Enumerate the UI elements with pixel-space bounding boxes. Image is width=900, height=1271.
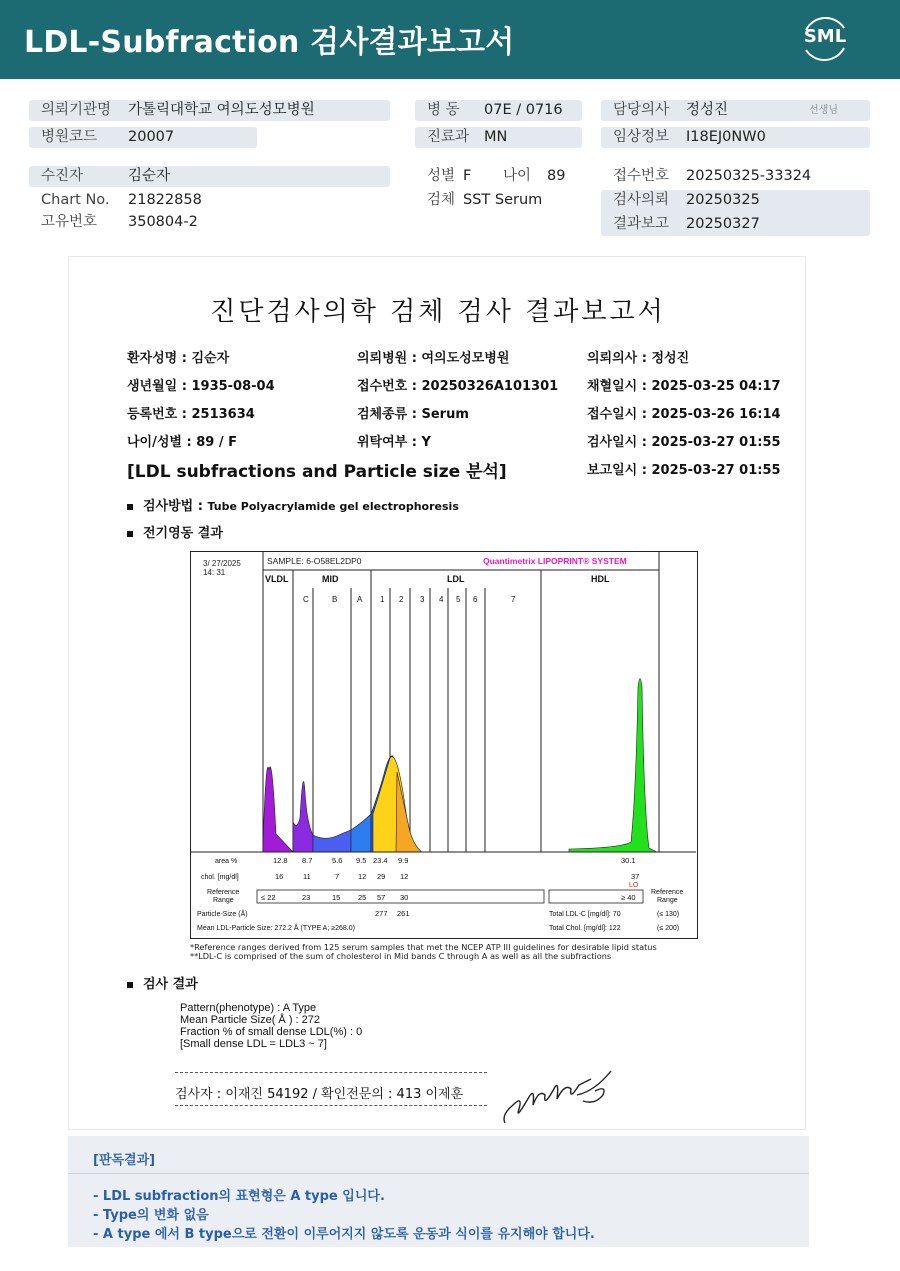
band-1: 1	[380, 595, 385, 604]
ward-value: 07E / 0716	[484, 102, 563, 118]
ward-label: 병 동	[427, 102, 460, 118]
specimen-label: 검체	[427, 192, 456, 208]
chart-value: 21822858	[128, 192, 202, 208]
request-report-box	[601, 190, 870, 236]
peak-mid-c	[293, 782, 313, 852]
ref-label-r1: Reference	[651, 889, 684, 896]
page-title: LDL-Subfraction 검사결과보고서	[24, 25, 515, 60]
chart-row	[29, 190, 390, 211]
judgement-divider	[68, 1173, 809, 1174]
chol-hdl: 37	[631, 872, 640, 881]
age-value: 89	[547, 168, 566, 184]
chol-2: 12	[400, 872, 409, 881]
total-chol: Total Chol. [mg/dl]: 122	[549, 925, 621, 932]
field-dob: 생년월일 : 1935-08-04	[127, 379, 275, 394]
reception-row	[601, 166, 870, 187]
field-name: 환자성명 : 김순자	[127, 351, 230, 366]
hospital-value: 가톨릭대학교 여의도성모병원	[128, 102, 315, 118]
clinical-row	[601, 127, 870, 148]
patient-label: 수진자	[41, 168, 84, 184]
peak-ldl2	[396, 772, 421, 852]
chart-date: 3/ 27/2025	[203, 559, 241, 568]
dashed-line-top	[175, 1072, 487, 1073]
band-4: 4	[439, 595, 444, 604]
band-5: 5	[456, 595, 461, 604]
group-vldl: VLDL	[265, 574, 289, 584]
peak-hdl	[569, 679, 657, 853]
judgement-panel	[68, 1136, 809, 1247]
field-collect: 채혈일시 : 2025-03-25 04:17	[587, 379, 781, 394]
request-label: 검사의뢰	[613, 192, 670, 208]
result-label: 검사 결과	[143, 977, 198, 992]
hcode-value: 20007	[128, 129, 175, 145]
group-mid: MID	[322, 574, 339, 584]
doctor-value: 정성진	[686, 102, 729, 118]
dept-row	[415, 127, 582, 148]
group-hdl: HDL	[591, 574, 610, 584]
chart-title: Quantimetrix LIPOPRINT® SYSTEM	[483, 556, 627, 566]
hospital-row	[29, 100, 390, 121]
chol-label: chol. [mg/dl]	[201, 874, 239, 881]
report-label: 결과보고	[613, 216, 670, 232]
area-c: 8.7	[302, 856, 313, 865]
clinical-label: 임상정보	[613, 129, 670, 145]
ref-c: 23	[302, 893, 311, 902]
patient-value: 김순자	[128, 168, 171, 184]
patient-row	[29, 166, 390, 187]
peak-mid-a	[351, 814, 371, 852]
method-value: Tube Polyacrylamide gel electrophoresis	[207, 500, 459, 513]
ref-vldl: ≤ 22	[261, 893, 276, 902]
ward-row	[415, 100, 582, 121]
field-consign: 위탁여부 : Y	[357, 435, 431, 450]
band-c: C	[303, 595, 309, 604]
doctor-label: 담당의사	[613, 102, 670, 118]
area-a: 9.5	[356, 856, 367, 865]
field-recno: 접수번호 : 20250326A101301	[357, 379, 559, 394]
clinical-value: I18EJ0NW0	[686, 129, 766, 145]
ref-hdl: ≥ 40	[621, 893, 636, 902]
chol-1: 29	[377, 872, 386, 881]
judgement-item-3: - A type 에서 B type으로 전환이 이루어지지 않도록 운동과 식이를 유지해야 합니다.	[93, 1227, 595, 1242]
area-hdl: 30.1	[621, 856, 636, 865]
uid-row	[29, 212, 390, 233]
footnote-2: **LDL-C is comprised of the sum of cholesterol in Mid bands C through A as well as all the subfractions	[190, 951, 612, 961]
band-3: 3	[420, 595, 425, 604]
result-mean-size: Mean Particle Size( Å ) : 272	[180, 1014, 321, 1026]
sml-logo	[800, 16, 850, 62]
chol-c: 11	[303, 872, 311, 881]
method-line	[127, 495, 459, 514]
signature-line: 검사자 : 이재진 54192 / 확인전문의 : 413 이제훈	[175, 1087, 464, 1102]
sex-label: 성별	[427, 168, 456, 184]
judgement-title: [판독결과]	[93, 1153, 156, 1168]
sex-age-row	[415, 166, 582, 187]
doctor-row	[601, 100, 870, 121]
ref-a: 25	[358, 893, 367, 902]
hcode-label: 병원코드	[41, 129, 98, 145]
ref-2: 30	[400, 893, 409, 902]
dept-value: MN	[484, 129, 508, 145]
band-a: A	[357, 595, 363, 604]
lipoprint-chart	[190, 551, 698, 939]
ref-label-r2: Range	[657, 897, 678, 904]
dept-label: 진료과	[427, 129, 470, 145]
field-recv: 접수일시 : 2025-03-26 16:14	[587, 407, 781, 422]
field-hosp: 의뢰병원 : 여의도성모병원	[357, 351, 510, 366]
chart-sample: SAMPLE: 6-O58EL2DP0	[267, 556, 362, 566]
ref-label: Reference	[207, 889, 240, 896]
ref-1: 57	[377, 893, 386, 902]
area-b: 5.6	[332, 856, 343, 865]
result-pattern: Pattern(phenotype) : A Type	[180, 1002, 317, 1014]
band-7: 7	[511, 595, 516, 604]
report-title: 진단검사의학 검체 검사 결과보고서	[210, 297, 666, 327]
group-ldl: LDL	[447, 574, 465, 584]
chart-time: 14: 31	[203, 568, 226, 577]
peak-vldl	[263, 767, 293, 852]
band-6: 6	[473, 595, 478, 604]
footnote-1: *Reference ranges derived from 125 serum samples that met the NCEP ATP III guidelines for desirable lipid status	[190, 942, 657, 952]
electro-label: 전기영동 결과	[143, 526, 223, 541]
reception-value: 20250325-33324	[686, 168, 812, 184]
report-value: 20250327	[686, 216, 760, 232]
electro-line	[127, 522, 223, 541]
field-regno: 등록번호 : 2513634	[127, 407, 255, 422]
sex-value: F	[463, 168, 472, 184]
chol-a: 12	[358, 872, 367, 881]
result-fraction: Fraction % of small dense LDL(%) : 0	[180, 1026, 363, 1038]
ref-label2: Range	[213, 897, 234, 904]
request-value: 20250325	[686, 192, 760, 208]
hospital-label: 의뢰기관명	[41, 102, 112, 118]
reception-label: 접수번호	[613, 168, 670, 184]
size-label: Particle-Size (Å)	[197, 911, 248, 918]
band-2: 2	[399, 595, 404, 604]
area-vldl: 12.8	[273, 856, 288, 865]
field-spec: 검체종류 : Serum	[357, 407, 469, 422]
size-1: 277	[375, 909, 388, 918]
field-doc: 의뢰의사 : 정성진	[587, 351, 690, 366]
chart-label: Chart No.	[41, 192, 110, 208]
age-label: 나이	[503, 168, 532, 184]
dashed-line-bottom	[175, 1105, 487, 1106]
field-agesex: 나이/성별 : 89 / F	[127, 435, 238, 450]
area-2: 9.9	[398, 856, 409, 865]
uid-value: 350804-2	[128, 214, 198, 230]
field-rep: 보고일시 : 2025-03-27 01:55	[587, 463, 781, 478]
electrophoresis-peaks	[263, 679, 657, 853]
peak-mid-b	[313, 830, 351, 852]
total-ldl-ref: (≤ 130)	[657, 911, 680, 918]
chol-flag: LO	[629, 882, 639, 889]
total-ldl: Total LDL-C [mg/dl]: 70	[549, 911, 621, 918]
area-1: 23.4	[373, 856, 388, 865]
size-2: 261	[397, 909, 410, 918]
uid-label: 고유번호	[41, 214, 98, 230]
report-document	[68, 256, 806, 1130]
doctor-suffix: 선생님	[809, 105, 838, 116]
judgement-item-1: - LDL subfraction의 표현형은 A type 입니다.	[93, 1189, 385, 1204]
specimen-row	[415, 190, 582, 211]
total-chol-ref: (≤ 200)	[657, 925, 680, 932]
method-label: 검사방법 :	[143, 499, 208, 514]
mean-size: Mean LDL-Particle Size: 272.2 Å (TYPE A; ≥268.0)	[197, 925, 355, 932]
specimen-value: SST Serum	[463, 192, 543, 208]
judgement-item-2: - Type의 변화 없음	[93, 1208, 209, 1223]
band-b: B	[332, 595, 338, 604]
result-sdldl: [Small dense LDL = LDL3 ~ 7]	[180, 1038, 327, 1050]
handwritten-signature	[499, 1065, 619, 1129]
result-heading	[127, 973, 198, 992]
chol-vldl: 16	[275, 872, 284, 881]
chol-b: 7	[335, 872, 340, 881]
ref-b: 15	[332, 893, 341, 902]
page-header	[0, 0, 900, 79]
hcode-row	[29, 127, 257, 148]
section-title: [LDL subfractions and Particle size 분석]	[127, 462, 507, 482]
logo-text: SML	[803, 26, 847, 47]
area-label: area %	[215, 858, 238, 865]
field-test: 검사일시 : 2025-03-27 01:55	[587, 435, 781, 450]
